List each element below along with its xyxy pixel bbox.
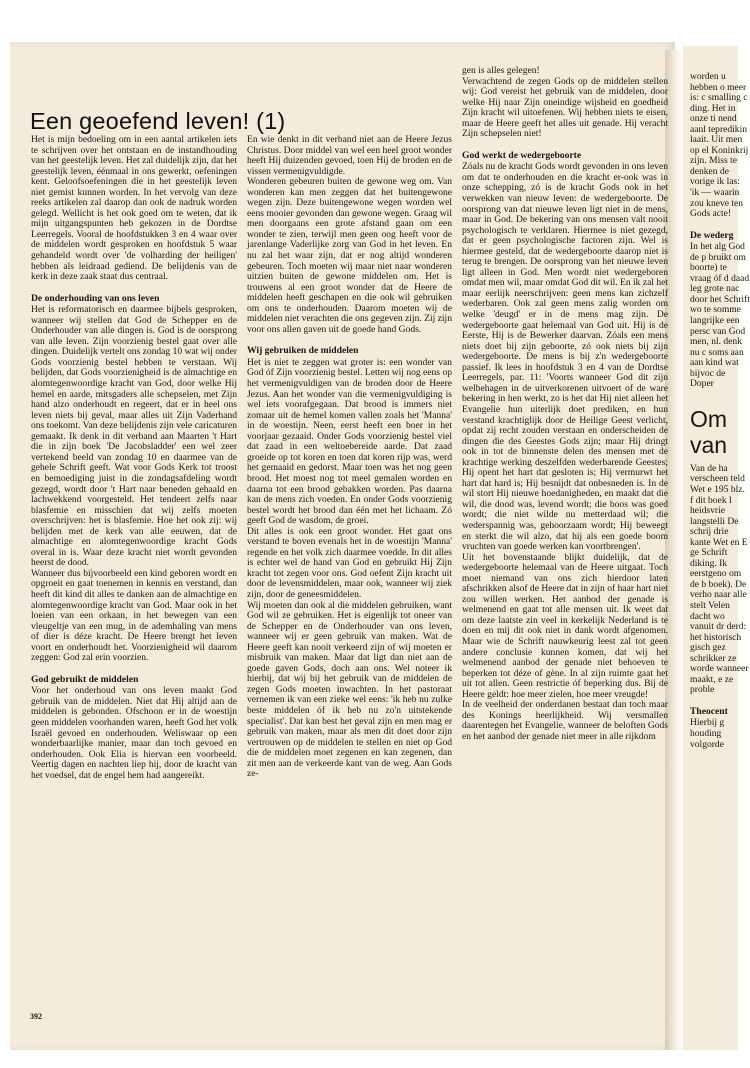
paragraph: Wanneer dus bijvoorbeeld een kind geboren wordt en opgroeit en gaat toenemen in kennis en verstand, dan heeft dit kind dit alles te danken aan de almachtige en alomtegenwoordige kracht van God. Maar ook in het loeien van een orkaan, in het bewegen van een vleugeltje van een mug, in de ademhaling van mens of dier is déze kracht. De Heere brengt het leven voort en onderhoudt het. Voorzienigheid wil daarom zeggen: God zal erin voorzien. bbox=[31, 567, 237, 664]
paragraph: Wij moeten dan ook al die middelen gebruiken, want God wil ze gebruiken. Het is eigenlijk tot oneer van de Schepper en de Onderhouder van ons leven, wanneer wij er geen gebruik van maken. Wat de Heere geeft kan nooit verkeerd zijn of wij moeten er misbruik van maken. Maar dat ligt dan niet aan de goede gaven Gods, doch aan ons. Wel noteer ik hierbij, dat wij bij het gebruik van de middelen de zegen Gods moeten inwachten. In het pastoraat vernemen ik van een zieke wel eens: 'ik heb nu zulke beste middelen óf ik heb nu zo'n uitstekende specialist'. Dat kan best het geval zijn en men mag er gebruik van maken, maar als men dit doet door zijn vertrouwen op de middelen te stellen en niet op God die de middelen moet zegenen en kan zegenen, dan zit men aan de verkeerde kant van de weg. Aan Gods ze- bbox=[247, 599, 452, 780]
paragraph: Voor het onderhoud van ons leven maakt God gebruik van de middelen. Niet dat Hij altijd aan de middelen is gebonden. Ofschoon er in de woestijn geen middelen voorhanden waren, heeft God het volk Israël gevoed en onderhouden. Weliswaar op een wonderbaarlijke manier, maar dan toch gevoed en onderhouden. Ook Elia is hiervan een voorbeeld. Veertig dagen en nachten liep hij, door de kracht van het voedsel, dat de engel hem had aangereikt. bbox=[31, 685, 237, 781]
section-heading-wij-gebruiken: Wij gebruiken de middelen bbox=[247, 345, 359, 357]
paragraph: En wie denkt in dit verband niet aan de Heere Jezus Christus. Door middel van wel een heel groot wonder heeft Hij duizenden gevoed, toen Hij de broden en de vissen vermenigvuldigde. bbox=[247, 134, 452, 177]
column-1 bbox=[31, 135, 237, 1015]
paragraph: Het is reformatorisch en daarmee bijbels gesproken, wanneer wij stellen dat God de Schepper en de Onderhouder van alle dingen is. God is de oorsprong van alle leven. Zijn voorzienig bestel gaat over alle dingen. Duidelijk vertelt ons zondag 10 wat wij onder Gods voorzienig bestel hebben te verstaan. Wij belijden, dat Gods voorzienigheid is de almachtige en alomtegenwoordige kracht van God, door welke Hij hemel en aarde, mitsgaders alle schepselen, met Zijn hand alzo onderhoudt en regeert, dat er in heel ons leven niets bij geval, maar alles uit Zijn Vaderhand ons toekomt. Van deze belijdenis zijn vele caricaturen gemaakt. Ik denk in dit verband aan Maarten 't Hart die in zijn boek 'De Jacobsladder' een wel zeer vertekend beeld van zondag 10 en daarmee van de gehele Schrift geeft. Wat voor Gods Kerk tot troost en bemoediging juist in die zondagsafdeling wordt gezegd, wordt door 't Hart naar beneden gehaald en lachwekkend voorgesteld. Het tendeert zelfs naar blasfemie en misschien dat wij zelfs moeten overschrijven: het is blasfemie. Hoe het ook zij: wij belijden met de kerk van alle eeuwen, dat de almachtige en alomtegenwoordige kracht Gods overal in is. Waar deze kracht niet wordt gevonden heerst de dood. bbox=[31, 304, 238, 569]
section-heading-onderhouding: De onderhouding van ons leven bbox=[31, 292, 160, 304]
section-heading-theocent: Theocent bbox=[690, 705, 728, 717]
page-number: 392 bbox=[30, 1012, 42, 1021]
article-title: Een geoefend leven! (1) bbox=[30, 108, 286, 134]
paragraph: In de veelheid der onderdanen bestaat dan toch maar des Konings heerlijkheid. Wij versmallen daarentegen het Evangelie, wanneer de beloften Gods en het aanbod der genade niet meer in alle rijkdom bbox=[462, 699, 668, 742]
column-4-cropped bbox=[690, 72, 750, 1012]
paragraph: Hierbij g houding volgorde bbox=[690, 717, 725, 750]
paragraph: worden u hebben o meer is: c smalling c ding. Het in onze ti nend aanl tepredikin laait. Uit men op el Koninkrij zijn. Miss te denken de vorige ik las: 'ik — waarin zou kneve ten Gods acte! bbox=[690, 71, 749, 220]
section-heading-cropped: De wederg bbox=[690, 229, 734, 241]
paragraph: gen is alles gelegen! bbox=[462, 65, 540, 76]
paragraph: Wonderen gebeuren buiten de gewone weg om. Van wonderen kan men zeggen dat het buitengewone wegen zijn. Deze buitengewone wegen worden wel eens mooier gevonden dan gewone wegen. Graag wil men doorgaans een grote afstand gaan om een wonder te zien, terwijl men geen oog heeft voor de jarenlange Vaderlijke zorg van God in het leven. En nu zal het waar zijn, dat er nog altijd wonderen gebeuren. Toch moeten wij maar niet naar wonderen uitzien buiten de gewone middelen om. Het is trouwens al een groot wonder dat de Heere de middelen heeft geschapen en die ook wil gebruiken om ons te onderhouden. Daarom moeten wij de middelen niet verachten die ons gegeven zijn. Zij zijn voor ons allen gaven uit de goede hand Gods. bbox=[247, 176, 452, 335]
paragraph: Het is niet te zeggen wat groter is: een wonder van God óf Zijn voorzienig bestel. Letten wij nog eens op het vermenigvuldigen van de broden door de Heere Jezus. Aan het wonder van die vermenigvuldiging is wel iets voorafgegaan. Dat brood is immers niet zomaar uit de hemel komen vallen zoals het 'Manna' in de woestijn. Neen, eerst heeft een boer in het voorjaar gezaaid. Onder Gods voorzienig bestel viel dat zaad in een weltoebereide aarde. Dat zaad groeide op tot koren en toen dat koren rijp was, werd het gemaaid en gedorst. Maar toen was het nog geen brood. Het moest nog tot meel gemalen worden en daarna tot een brood gebakken worden. Pas daarna kan de mens zich voeden. En onder Gods voorzienig bestel wordt het brood dan één met het lichaam. Zó geeft God de wasdom, de groei. bbox=[247, 356, 452, 527]
paragraph: Uit het bovenstaande blijkt duidelijk, dat de wedergeboorte helemaal van de Heere uitgaat. Toch moet niemand van ons zich hierdoor laten afschrikken alsof de Heere dat in zijn of haar hart niet zou willen werken. Het aanbod der genade is welmenend en gaat tot alle mensen uit. Ik weet dat om deze laatste zin veel in kerkelijk Nederland is te doen en mij dit ook niet in dank wordt afgenomen. Maar wie de Schrift nauwkeurig leest zal tot geen andere conclusie kunnen komen, dat wij het welmenend aanbod der genade niet behoeven te beperken tot déze of gène. In al zijn ruimte gaat het uit tot allen. Geen restrictie óf beperking dus. Bij de Heere geldt: hoe meer zielen, hoe meer vreugde! bbox=[462, 551, 668, 700]
paragraph: In het alg God de p bruikt om boorte) te vraag óf d daad leg grote nac door het Schrift wo te somme langrijke een persc van God men, nl. denk nu c soms aan aan kind wat bijvoc de Doper bbox=[690, 241, 750, 390]
second-article-title: Om van bbox=[690, 405, 728, 458]
paragraph: Van de ha verscheen teld Wet e 195 blz. f dit boek l heidsvrie langstelli De schrij drie kante Wet en E ge Schrift diking. Ik eerstgeno om de b boek). De verho naar alle stelt Velen dacht wo vanuit dr derd: het historisch gisch gez schrikker ze worde wanneer maakt, e ze proble bbox=[690, 462, 749, 696]
paragraph: Dit alles is ook een groot wonder. Het gaat ons verstand te boven evenals het in de woestijn 'Manna' regende en het volk zich daarmee voedde. In dit alles is echter wel de hand van God en gebruikt Hij Zijn kracht tot zegen voor ons. God oefent Zijn kracht uit door de levensmiddelen, maar ook, wanneer wij ziek zijn, door de geneesmiddelen. bbox=[247, 525, 452, 600]
column-3 bbox=[462, 66, 668, 1016]
column-2 bbox=[247, 135, 452, 1015]
section-heading-wedergeboorte: God werkt de wedergeboorte bbox=[462, 149, 582, 161]
paragraph: Verwachtend de zegen Gods op de middelen stellen wij: God vereist het gebruik van de middelen, door welke Hij naar Zijn oneindige wijsheid en goedheid Zijn kracht wil uitoefenen. Wij hebben niets te eisen, maar de Heere geeft het alles uit genade. Hij veracht Zijn schepselen niet! bbox=[462, 75, 668, 140]
intro-paragraph: Het is mijn bedoeling om in een aantal artikelen iets te schrijven over het ontstaan en de instandhouding van het geestelijk leven. Het zal duidelijk zijn, dat het geestelijk leven, éénmaal in ons gewerkt, oefeningen kent. Geloofsoefeningen die in het geestelijk leven niet gemist kunnen worden. In het vervolg van deze reeks artikelen zal daarop dan ook de nadruk worden gelegd. Wellicht is het ook goed om te weten, dat ik mijn uitgangspunten heb gekozen in de Dordtse Leerregels. Vooral de hoofdstukken 3 en 4 waar over de middelen wordt gesproken en hoofdstuk 5 waar gehandeld wordt over 'de volharding der heiligen' hebben als leidraad gediend. De belijdenis van de kerk in deze zaak staat dus centraal. bbox=[31, 134, 237, 283]
paragraph: Zóals nu de kracht Gods wordt gevonden in ons leven om dat te onderhouden en die kracht er-ook was in onze schepping, zó is de kracht Gods ook in het verwekken van nieuw leven: de wedergeboorte. De oorsprong van dat nieuwe leven ligt niet in de mens, maar in God. De bekering van ons mensen valt nooit psychologisch te verklaren. Hiermee is niet gezegd, dat er geen psychologische factoren zijn. Wel is hiermee gesteld, dat de wedergeboorte daarop niet is terug te brengen. De oorsprong van het nieuwe leven ligt alleen in God. Men wordt niet wedergeboren omdat men wil, maar omdat God dit wil. En ik zal het maar eerlijk neerschrijven: geen mens kan zichzelf wederbaren. Ook zal geen mens zalig worden om welke 'deugd' er in de mens mag zijn. De wedergeboorte gaat helemaal van God uit. Hij is de Eerste, Hij is de Bewerker daarvan. Zóals een mens niets doet bij zijn geboorte, zó ook niets bij zijn wedergeboorte. De mens is bij z'n wedergeboorte passief. Ik lees in hoofdstuk 3 en 4 van de Dordtse Leerregels, par. 11: 'Voorts wanneer God dit zijn welbehagen in de uitverkorenen uitvoert of de ware bekering in hen werkt, zo is het dat Hij niet alleen het Evangelie hun uiterlijk doet prediken, en hun verstand krachtiglijk door de Heilige Geest verlicht, opdat zij recht zouden verstaan en onderscheiden de dingen die des Geestes Gods zijn; maar Hij dringt ook in tot de binnenste delen des mensen met de krachtige werking deszelfden wederbarende Geestes; Hij opent het hart dat gesloten is; Hij vermurwt het hart dat hard is; Hij besnijdt dat onbesneden is. In de wil stort Hij nieuwe hoedanigheden, en maakt dat die wil, die dood was, levend wordt; die boos was goed wordt; die niet wilde nu metterdaad wil; die wederspannig was, gehoorzaam wordt; Hij beweegt en sterkt die wil alzo, dat hij als een goede boom vruchten van goede werken kan voortbrengen'. bbox=[462, 161, 669, 553]
section-heading-middelen: God gebruikt de middelen bbox=[31, 673, 139, 685]
